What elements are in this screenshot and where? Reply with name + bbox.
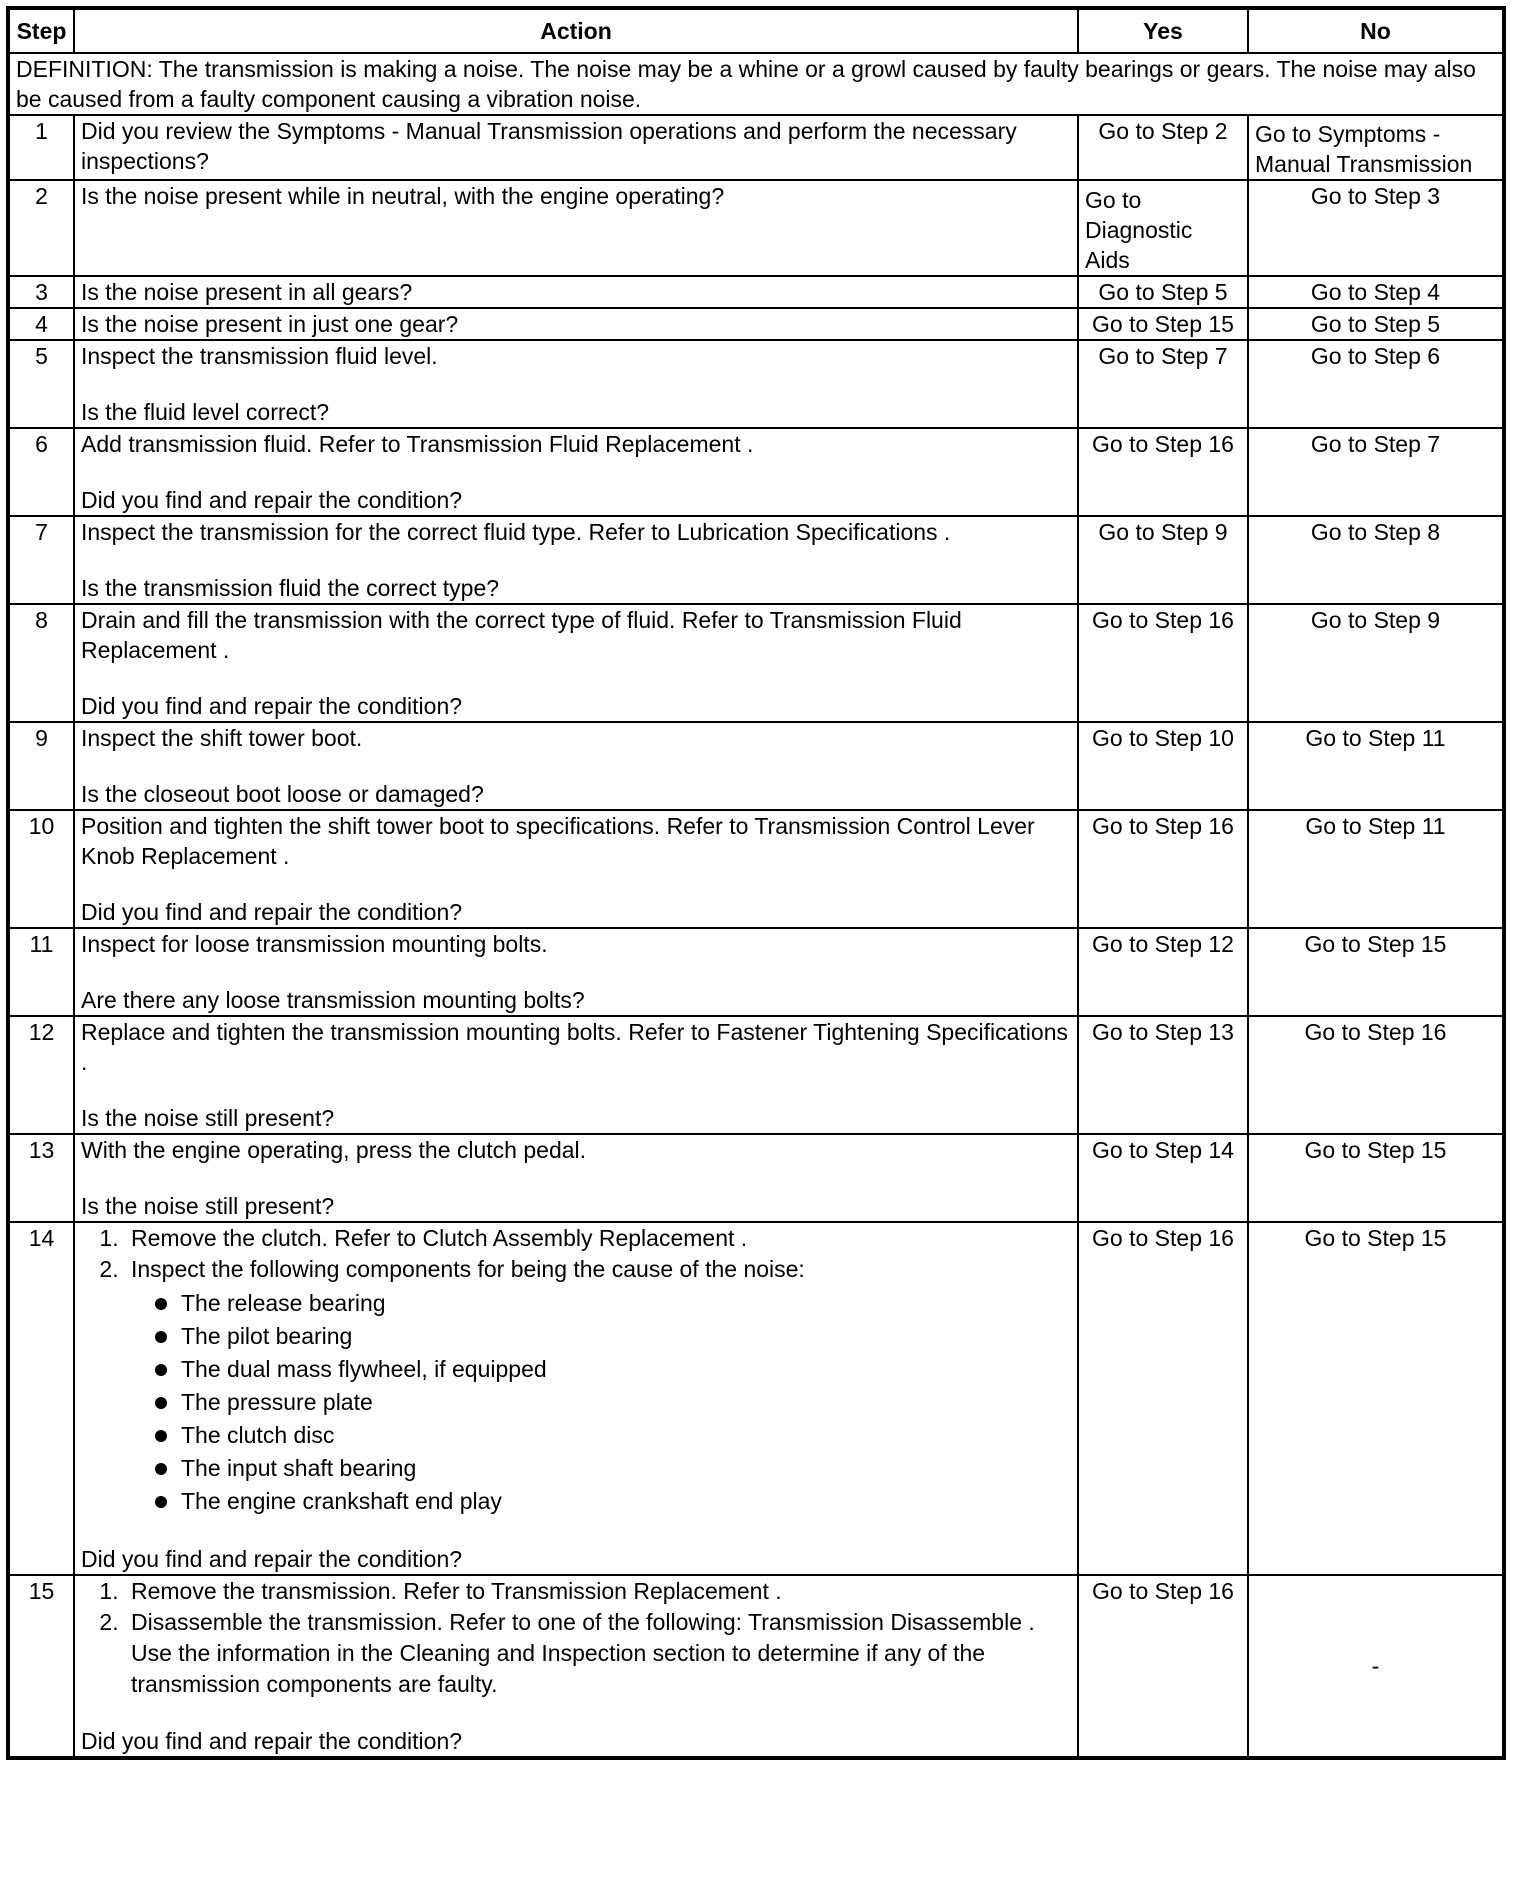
table-row bbox=[8, 115, 1504, 180]
action-cell bbox=[74, 604, 1078, 722]
yes-result: Go to Step 2 bbox=[1078, 115, 1248, 180]
action-question: Is the noise still present? bbox=[81, 1193, 335, 1219]
action-cell bbox=[74, 722, 1078, 810]
header-action: Action bbox=[74, 8, 1078, 53]
component-item: The dual mass flywheel, if equipped bbox=[169, 1353, 1071, 1386]
component-list bbox=[131, 1287, 1071, 1518]
action-cell bbox=[74, 428, 1078, 516]
no-result: Go to Step 4 bbox=[1248, 276, 1504, 308]
action-question: Is the noise still present? bbox=[81, 1105, 335, 1131]
action-question: Did you find and repair the condition? bbox=[81, 1546, 463, 1572]
table-row bbox=[8, 516, 1504, 604]
action-question: Is the transmission fluid the correct type? bbox=[81, 575, 500, 601]
action-question: Did you find and repair the condition? bbox=[81, 693, 463, 719]
table-row bbox=[8, 810, 1504, 928]
component-item: The input shaft bearing bbox=[169, 1452, 1071, 1485]
step-number: 7 bbox=[8, 516, 74, 604]
step-number: 14 bbox=[8, 1222, 74, 1575]
yes-result: Go to Step 13 bbox=[1078, 1016, 1248, 1134]
component-item: The release bearing bbox=[169, 1287, 1071, 1320]
step-number: 4 bbox=[8, 308, 74, 340]
no-result: Go to Step 3 bbox=[1248, 180, 1504, 276]
no-result: Go to Step 9 bbox=[1248, 604, 1504, 722]
action-cell bbox=[74, 1575, 1078, 1758]
procedure-item: 1. Remove the clutch. Refer to Clutch Assembly Replacement . bbox=[125, 1223, 1071, 1254]
table-row bbox=[8, 1016, 1504, 1134]
yes-result: Go to Step 16 bbox=[1078, 1222, 1248, 1575]
yes-result: Go to Step 12 bbox=[1078, 928, 1248, 1016]
action-cell bbox=[74, 810, 1078, 928]
procedure-list bbox=[81, 1223, 1071, 1518]
step-number: 10 bbox=[8, 810, 74, 928]
action-question: Did you find and repair the condition? bbox=[81, 899, 463, 925]
action-text: With the engine operating, press the clutch pedal. bbox=[81, 1137, 587, 1163]
header-no: No bbox=[1248, 8, 1504, 53]
component-item: The clutch disc bbox=[169, 1419, 1071, 1452]
action-cell bbox=[74, 340, 1078, 428]
action-text: Drain and fill the transmission with the correct type of fluid. Refer to Transmission Fluid Replacement . bbox=[81, 607, 962, 663]
yes-result: Go to Step 10 bbox=[1078, 722, 1248, 810]
no-result: Go to Step 16 bbox=[1248, 1016, 1504, 1134]
action-cell bbox=[74, 516, 1078, 604]
procedure-item: 1. Remove the transmission. Refer to Transmission Replacement . bbox=[125, 1576, 1071, 1607]
action-question: Did you find and repair the condition? bbox=[81, 487, 463, 513]
action-text: Inspect for loose transmission mounting bolts. bbox=[81, 931, 548, 957]
action-text: Inspect the transmission for the correct fluid type. Refer to Lubrication Specifications . bbox=[81, 519, 951, 545]
no-result: Go to Step 15 bbox=[1248, 1134, 1504, 1222]
step-number: 11 bbox=[8, 928, 74, 1016]
yes-result: Go to Step 16 bbox=[1078, 810, 1248, 928]
step-number: 8 bbox=[8, 604, 74, 722]
no-result: Go to Step 8 bbox=[1248, 516, 1504, 604]
step-number: 13 bbox=[8, 1134, 74, 1222]
table-row bbox=[8, 604, 1504, 722]
header-row bbox=[8, 8, 1504, 53]
no-result: Go to Step 15 bbox=[1248, 928, 1504, 1016]
action-text: Position and tighten the shift tower boot to specifications. Refer to Transmission Control Lever Knob Replacement . bbox=[81, 813, 1035, 869]
yes-result: Go to Step 14 bbox=[1078, 1134, 1248, 1222]
diagnostic-table bbox=[6, 6, 1506, 1760]
yes-result: Go to Step 7 bbox=[1078, 340, 1248, 428]
action-cell bbox=[74, 928, 1078, 1016]
action-text: Did you review the Symptoms - Manual Transmission operations and perform the necessary inspections? bbox=[74, 115, 1078, 180]
step-number: 9 bbox=[8, 722, 74, 810]
procedure-list bbox=[81, 1576, 1071, 1700]
table-row bbox=[8, 276, 1504, 308]
action-question: Is the closeout boot loose or damaged? bbox=[81, 781, 484, 807]
action-text: Is the noise present while in neutral, with the engine operating? bbox=[74, 180, 1078, 276]
step-number: 3 bbox=[8, 276, 74, 308]
component-item: The pressure plate bbox=[169, 1386, 1071, 1419]
action-text: Inspect the transmission fluid level. bbox=[81, 343, 438, 369]
no-result: Go to Step 5 bbox=[1248, 308, 1504, 340]
table-row bbox=[8, 1134, 1504, 1222]
yes-result: Go to Step 16 bbox=[1078, 1575, 1248, 1758]
action-question: Did you find and repair the condition? bbox=[81, 1728, 463, 1754]
no-result: Go to Step 7 bbox=[1248, 428, 1504, 516]
procedure-item bbox=[125, 1254, 1071, 1518]
step-number: 2 bbox=[8, 180, 74, 276]
no-result: Go to Step 11 bbox=[1248, 810, 1504, 928]
action-text: Is the noise present in all gears? bbox=[74, 276, 1078, 308]
no-result: - bbox=[1248, 1575, 1504, 1758]
action-text: Add transmission fluid. Refer to Transmission Fluid Replacement . bbox=[81, 431, 754, 457]
action-text: Inspect the shift tower boot. bbox=[81, 725, 363, 751]
yes-result: Go to Step 16 bbox=[1078, 604, 1248, 722]
table-row bbox=[8, 1222, 1504, 1575]
step-number: 6 bbox=[8, 428, 74, 516]
no-result: Go to Step 15 bbox=[1248, 1222, 1504, 1575]
action-cell bbox=[74, 1134, 1078, 1222]
action-cell bbox=[74, 1016, 1078, 1134]
table-row bbox=[8, 308, 1504, 340]
no-result: Go to Step 11 bbox=[1248, 722, 1504, 810]
yes-result: Go to Step 15 bbox=[1078, 308, 1248, 340]
yes-result: Go to Step 9 bbox=[1078, 516, 1248, 604]
table-row bbox=[8, 428, 1504, 516]
header-step: Step bbox=[8, 8, 74, 53]
yes-result: Go to Diagnostic Aids bbox=[1078, 180, 1248, 276]
action-text: Is the noise present in just one gear? bbox=[74, 308, 1078, 340]
no-result: Go to Step 6 bbox=[1248, 340, 1504, 428]
definition-row bbox=[8, 53, 1504, 115]
table-row bbox=[8, 1575, 1504, 1758]
component-item: The pilot bearing bbox=[169, 1320, 1071, 1353]
table-row bbox=[8, 340, 1504, 428]
procedure-item: 2. Disassemble the transmission. Refer to one of the following: Transmission Disassemble . Use the information in the Cleaning and Inspection section to determine if any of the transmission components are faulty. bbox=[125, 1607, 1071, 1700]
step-number: 5 bbox=[8, 340, 74, 428]
component-item: The engine crankshaft end play bbox=[169, 1485, 1071, 1518]
action-question: Are there any loose transmission mounting bolts? bbox=[81, 987, 585, 1013]
action-text: Replace and tighten the transmission mounting bolts. Refer to Fastener Tightening Specifications . bbox=[81, 1019, 1069, 1075]
step-number: 12 bbox=[8, 1016, 74, 1134]
action-question: Is the fluid level correct? bbox=[81, 399, 330, 425]
yes-result: Go to Step 16 bbox=[1078, 428, 1248, 516]
table-row bbox=[8, 180, 1504, 276]
action-cell bbox=[74, 1222, 1078, 1575]
step-number: 15 bbox=[8, 1575, 74, 1758]
procedure-item-text: Inspect the following components for being the cause of the noise: bbox=[131, 1256, 805, 1282]
definition-text: DEFINITION: The transmission is making a noise. The noise may be a whine or a growl caused by faulty bearings or gears. The noise may also be caused from a faulty component causing a vibration noise. bbox=[8, 53, 1504, 115]
table-row bbox=[8, 722, 1504, 810]
no-result: Go to Symptoms - Manual Transmission bbox=[1248, 115, 1504, 180]
step-number: 1 bbox=[8, 115, 74, 180]
yes-result: Go to Step 5 bbox=[1078, 276, 1248, 308]
header-yes: Yes bbox=[1078, 8, 1248, 53]
table-row bbox=[8, 928, 1504, 1016]
